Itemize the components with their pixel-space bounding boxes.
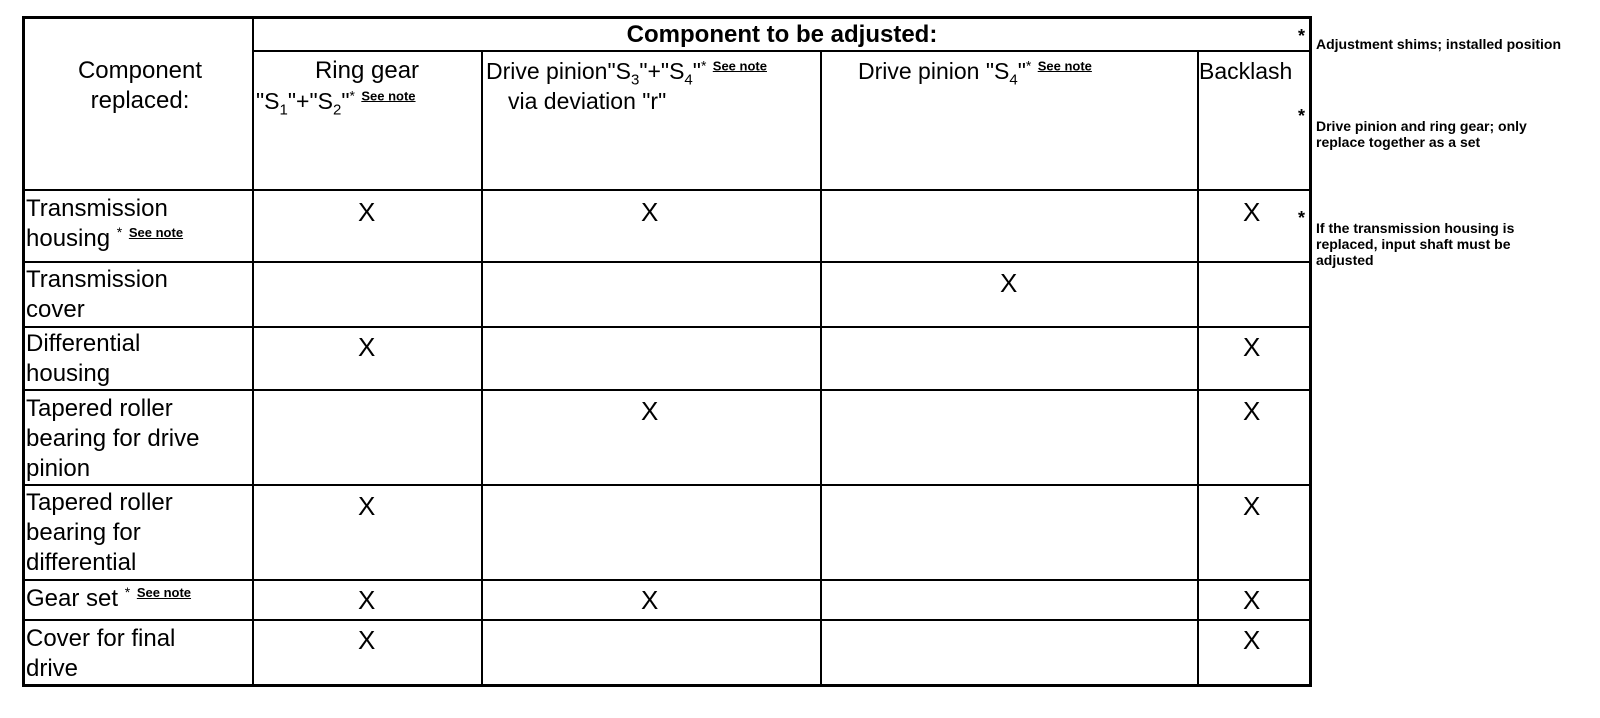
grid-line <box>252 50 1312 52</box>
row-label: Cover for final drive <box>26 625 176 682</box>
check-mark: X <box>641 197 659 227</box>
ring-gear-label: Ring gear <box>314 57 420 84</box>
check-mark: X <box>1243 332 1261 362</box>
see-note-link[interactable]: See note <box>128 225 184 240</box>
ring-gear-shims: "$S_1"+"S_2"^*$ $^{See note}$ <box>256 87 416 119</box>
check-mark: X <box>641 396 659 426</box>
side-note: If the transmission housing is replaced, input shaft must be adjusted <box>1316 220 1515 268</box>
row-label: Transmission housing * $^{See note}$ <box>26 195 184 252</box>
check-mark: X <box>1243 625 1261 655</box>
check-mark: X <box>1000 268 1018 298</box>
side-note: Adjustment shims; installed position <box>1316 36 1562 52</box>
grid-line <box>481 52 483 687</box>
row-label: Differential housing <box>26 330 141 387</box>
check-mark: X <box>1243 491 1261 521</box>
header-component-replaced: Component replaced: <box>77 57 203 114</box>
header-component-to-be-adjusted: Component to be adjusted: <box>626 21 938 48</box>
check-mark: X <box>1243 396 1261 426</box>
grid-line <box>22 579 1312 581</box>
check-mark: X <box>358 491 376 521</box>
see-note-link[interactable]: See note <box>136 585 192 600</box>
check-mark: X <box>1243 197 1261 227</box>
grid-line <box>820 52 822 687</box>
asterisk-icon: * <box>1298 106 1306 126</box>
row-label: Tapered roller bearing for differential <box>26 489 173 576</box>
grid-line <box>22 619 1312 621</box>
header-drive-pinion-s3-s4 <box>486 56 816 116</box>
see-note-link[interactable]: See note <box>1037 58 1092 74</box>
asterisk-icon: * <box>1298 26 1306 46</box>
row-label: Transmission cover <box>26 266 168 323</box>
see-note-link[interactable]: See note <box>361 88 416 104</box>
drive-pinion-s3-s4-label: Drive $pinion"S_3"+"S_4"^*$ $^{See note}$ <box>486 57 767 89</box>
row-label: Tapered roller bearing for drive pinion <box>26 395 200 482</box>
check-mark: X <box>358 332 376 362</box>
grid-line <box>22 261 1312 263</box>
check-mark: X <box>358 585 376 615</box>
header-ring-gear <box>256 56 478 119</box>
check-mark: X <box>358 625 376 655</box>
grid-line <box>252 16 254 687</box>
grid-line <box>1197 52 1199 687</box>
check-mark: X <box>1243 585 1261 615</box>
header-drive-pinion-s4: Drive pinion "$S_4"^*$ $^{See note}$ <box>858 57 1092 89</box>
asterisk-icon: * <box>1298 208 1306 228</box>
check-mark: X <box>641 585 659 615</box>
grid-line <box>22 484 1312 486</box>
header-backlash: Backlash <box>1199 58 1293 84</box>
see-note-link[interactable]: See note <box>712 58 767 74</box>
grid-line <box>22 189 1312 191</box>
check-mark: X <box>358 197 376 227</box>
via-deviation-label: via deviation "r" <box>508 88 667 114</box>
row-label: Gear set * $^{See note}$ <box>26 584 192 612</box>
grid-line <box>22 389 1312 391</box>
side-note: Drive pinion and ring gear; only replace together as a set <box>1316 118 1527 150</box>
grid-line <box>22 326 1312 328</box>
